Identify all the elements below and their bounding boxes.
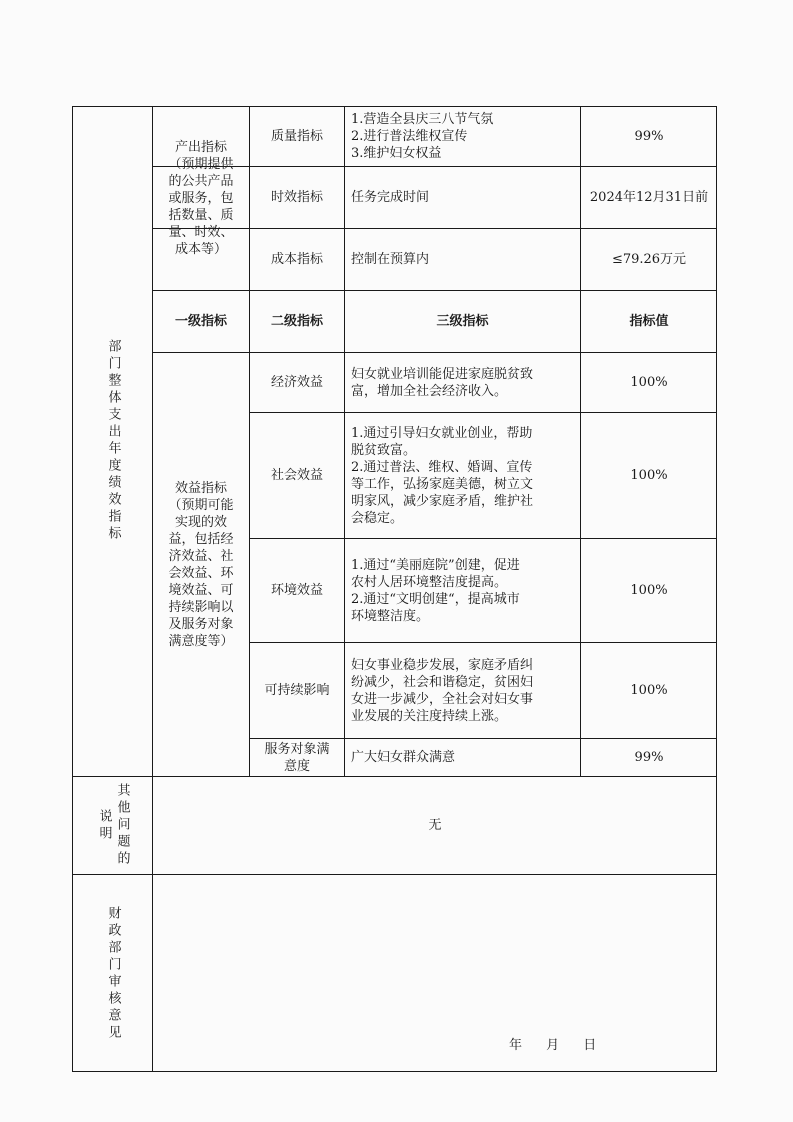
value-text: 99% (634, 750, 664, 765)
value-text: 100% (630, 583, 668, 598)
level2-text: 质量指标 (270, 128, 323, 144)
header-level3 (345, 291, 580, 352)
level3-text: 广大妇女群众满意 (351, 750, 456, 765)
header-level1 (153, 291, 249, 352)
level3-cell (345, 106, 580, 166)
value-cell (581, 353, 717, 412)
value-cell (581, 106, 717, 166)
header-level3-text: 三级指标 (436, 314, 489, 329)
level2-cell (250, 167, 344, 228)
category-output-text: 产出指标 （预期提供 的公共产品 或服务，包 括数量、质 量、时效、 成本等） (168, 139, 234, 257)
rule (72, 874, 717, 875)
level2-cell (250, 413, 344, 538)
level3-text: 妇女事业稳步发展，家庭矛盾纠 纷减少，社会和谐稳定，贫困妇 女进一步减少，全社会对妇女事 业发展的关注度持续上涨。 (351, 657, 534, 724)
category-benefit (153, 353, 249, 776)
category-output (153, 106, 249, 290)
header-value (581, 291, 717, 352)
value-text: 2024年12月31日前 (589, 190, 709, 205)
level2-cell (250, 106, 344, 166)
value-cell (581, 739, 717, 776)
value-cell (581, 167, 717, 228)
section-label-text: 部门整体支出年度绩效指标 (105, 339, 121, 543)
header-level2 (250, 291, 344, 352)
other-issues-value-text: 无 (428, 818, 442, 833)
level3-cell (345, 739, 580, 776)
level2-cell (250, 643, 344, 738)
value-cell (581, 643, 717, 738)
level3-text: 控制在预算内 (351, 252, 430, 267)
header-level2-text: 二级指标 (270, 314, 323, 329)
header-value-text: 指标值 (629, 314, 669, 329)
level2-text: 环境效益 (270, 583, 323, 598)
level3-cell (345, 353, 580, 412)
level2-cell (250, 229, 344, 290)
level2-text: 时效指标 (270, 190, 323, 205)
level3-text: 1.通过引导妇女就业创业，帮助 脱贫致富。 2.通过普法、维权、婚调、宣传 等工作，弘扬家庭美德，树立文 明家风，减少家庭矛盾，维护社 会稳定。 (351, 425, 534, 526)
level3-text: 任务完成时间 (351, 190, 430, 205)
level2-cell (250, 353, 344, 412)
level2-text: 社会效益 (270, 468, 323, 483)
value-cell (581, 539, 717, 642)
level2-text: 可持续影响 (264, 683, 330, 698)
level3-cell (345, 643, 580, 738)
finance-review-label-text: 财政部门审核意见 (105, 905, 121, 1042)
level2-text: 经济效益 (270, 375, 323, 390)
level3-text: 1.通过“美丽庭院”创建，促进 农村人居环境整洁度提高。 2.通过“文明创建“，提高城市 环境整洁度。 (351, 557, 520, 624)
section-label-performance (73, 106, 152, 776)
level3-text: 妇女就业培训能促进家庭脱贫致 富，增加全社会经济收入。 (351, 366, 534, 399)
level2-cell (250, 739, 344, 776)
category-benefit-text: 效益指标 （预期可能 实现的效 益，包括经 济效益、社 会效益、环 境效益、可 持续影响以 及服务对象 满意度等） (168, 480, 234, 649)
level3-cell (345, 539, 580, 642)
value-text: ≤79.26万元 (611, 252, 687, 267)
level3-cell (345, 229, 580, 290)
value-text: 100% (630, 683, 668, 698)
other-issues-value (153, 777, 717, 874)
value-text: 100% (630, 468, 668, 483)
value-text: 100% (630, 375, 668, 390)
other-issues-label-text: 其他问题的说明 (96, 783, 130, 868)
header-level1-text: 一级指标 (174, 314, 227, 329)
value-cell (581, 413, 717, 538)
level2-text: 服务对象满 意度 (264, 741, 330, 774)
finance-review-label (73, 875, 152, 1072)
level3-text: 1.营造全县庆三八节气氛 2.进行普法维权宣传 3.维护妇女权益 (351, 111, 494, 161)
review-date: 年 月 日 (509, 1038, 597, 1053)
level2-text: 成本指标 (270, 252, 323, 267)
level3-cell (345, 413, 580, 538)
level2-cell (250, 539, 344, 642)
value-text: 99% (634, 128, 664, 144)
level3-cell (345, 167, 580, 228)
other-issues-label (73, 777, 152, 874)
value-cell (581, 229, 717, 290)
